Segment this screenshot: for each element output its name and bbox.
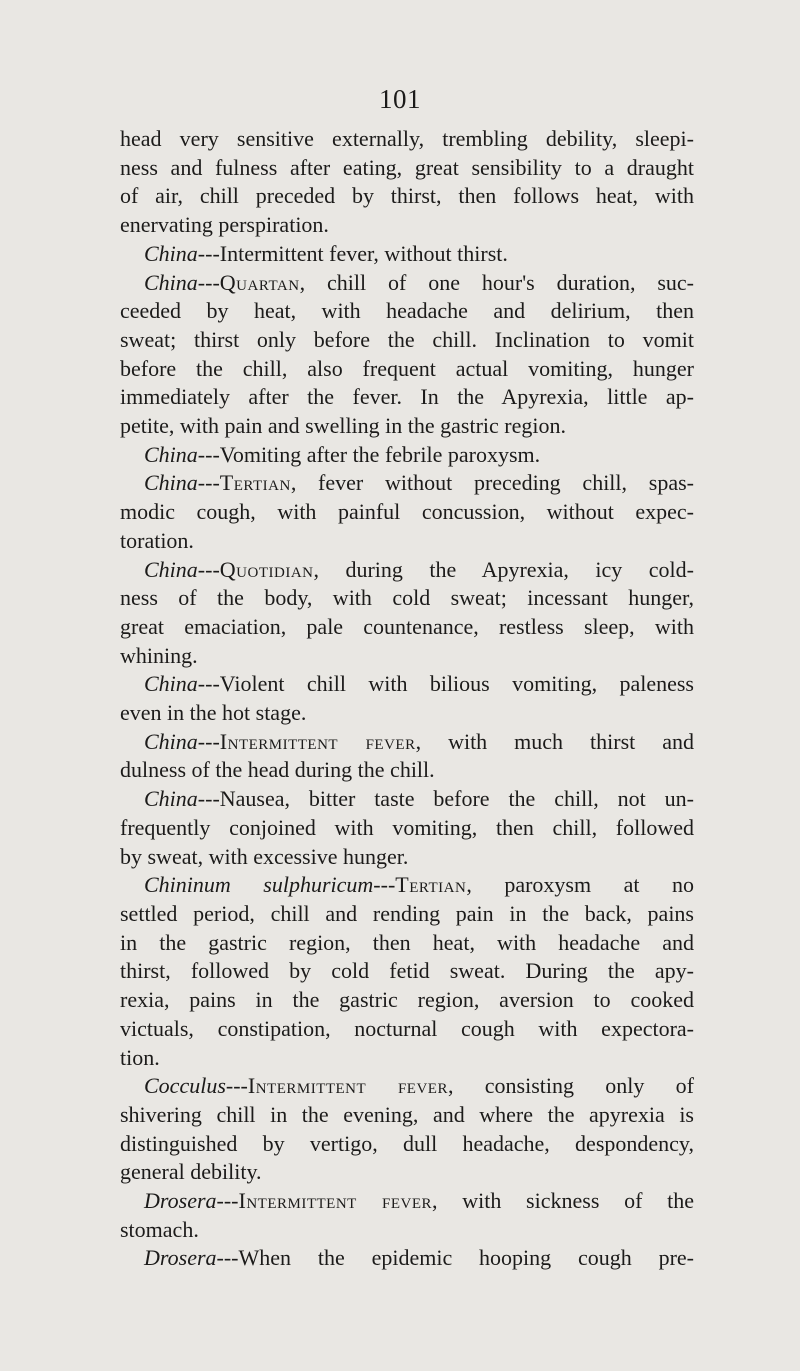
text-run: --- [216,1188,239,1214]
text-line [120,613,694,642]
text-run: --- [197,556,220,582]
text-line [120,527,694,556]
text-run: enervating perspiration. [120,212,329,238]
text-run: immediately after the fever. In the Apyrexia, little ap- [120,384,694,410]
text-line [120,211,694,240]
text-run: --- [225,1073,248,1099]
text-line [120,1044,694,1073]
fever-type: Quartan [219,269,300,295]
remedy-name: Chininum sulphuricum [144,872,374,898]
text-line [120,1187,694,1216]
text-run: , paroxysm at no [466,872,694,898]
text-run: of air, chill preceded by thirst, then follows heat, with [120,183,694,209]
text-line [120,785,694,814]
text-run: ---Intermittent fever, without thirst. [197,240,508,266]
text-run: victuals, constipation, nocturnal cough with expectora- [120,1015,694,1041]
remedy-name: China [144,240,198,266]
text-line [120,929,694,958]
text-line [120,1130,694,1159]
text-run: --- [197,470,220,496]
text-run: petite, with pain and swelling in the gastric region. [120,413,567,439]
text-run: toration. [120,527,194,553]
text-line [120,1216,694,1245]
text-run: dulness of the head during the chill. [120,757,435,783]
text-line [120,498,694,527]
fever-type: Tertian [219,470,291,496]
text-run: head very sensitive externally, trembling debility, sleepi- [120,126,694,151]
fever-type: Intermittent fever [238,1188,433,1214]
text-line [120,1072,694,1101]
text-line [120,412,694,441]
remedy-name: China [144,671,198,697]
text-run: ---Nausea, bitter taste before the chill, not un- [197,786,694,812]
text-line [120,843,694,872]
text-run: distinguished by vertigo, dull headache, despondency, [120,1130,694,1156]
remedy-name: China [144,441,198,467]
text-run: ness of the body, with cold sweat; incessant hunger, [120,585,694,611]
text-run: ---Violent chill with bilious vomiting, paleness [197,671,694,697]
fever-type: Tertian [395,872,467,898]
text-run: tion. [120,1044,160,1070]
text-run: sweat; thirst only before the chill. Inclination to vomit [120,326,694,352]
text-line [120,469,694,498]
text-run: --- [197,269,220,295]
text-line [120,1158,694,1187]
text-run: , consisting only of [447,1073,695,1099]
text-run: in the gastric region, then heat, with headache and [120,929,694,955]
text-line [120,125,694,154]
text-line [120,355,694,384]
text-line [120,1015,694,1044]
text-run: ceeded by heat, with headache and delirium, then [120,298,694,324]
fever-type: Intermittent fever [219,728,416,754]
text-line [120,728,694,757]
text-line [120,240,694,269]
remedy-name: China [144,556,198,582]
text-line [120,383,694,412]
page-number: 101 [379,84,421,114]
text-run: , with sickness of the [432,1188,694,1214]
text-line [120,556,694,585]
text-line [120,957,694,986]
text-run: modic cough, with painful concussion, without expec- [120,499,694,525]
remedy-name: Cocculus [144,1073,226,1099]
text-run: before the chill, also frequent actual vomiting, hunger [120,355,694,381]
text-run: , during the Apyrexia, icy cold- [313,556,694,582]
text-line [120,584,694,613]
text-run: stomach. [120,1216,199,1242]
text-line [120,326,694,355]
text-line [120,1244,694,1273]
text-line [120,900,694,929]
text-run: settled period, chill and rending pain in the back, pains [120,900,694,926]
fever-type: Quotidian [219,556,314,582]
text-run: ness and fulness after eating, great sensibility to a draught [120,154,694,180]
remedy-name: China [144,470,198,496]
text-run: frequently conjoined with vomiting, then chill, followed [120,814,694,840]
text-run: shivering chill in the evening, and where the apyrexia is [120,1101,694,1127]
text-line [120,756,694,785]
text-run: ---When the epidemic hooping cough pre- [216,1245,694,1271]
text-line [120,699,694,728]
body-text [120,125,694,1273]
text-line [120,1101,694,1130]
text-line [120,670,694,699]
text-run: whining. [120,642,198,668]
text-run: , chill of one hour's duration, suc- [299,269,694,295]
remedy-name: China [144,786,198,812]
text-run: , fever without preceding chill, spas- [290,470,694,496]
text-run: general debility. [120,1159,262,1185]
text-line [120,297,694,326]
remedy-name: Drosera [144,1188,217,1214]
text-line [120,182,694,211]
text-run: by sweat, with excessive hunger. [120,843,409,869]
text-line [120,269,694,298]
text-run: --- [197,728,220,754]
text-run: great emaciation, pale countenance, restless sleep, with [120,613,694,639]
text-line [120,441,694,470]
text-run: thirst, followed by cold fetid sweat. During the apy- [120,958,694,984]
text-run: rexia, pains in the gastric region, aversion to cooked [120,987,694,1013]
text-run: even in the hot stage. [120,700,307,726]
text-line [120,154,694,183]
text-line [120,814,694,843]
text-line [120,642,694,671]
text-run: --- [373,872,396,898]
fever-type: Intermittent fever [247,1073,448,1099]
text-run: , with much thirst and [415,728,694,754]
text-line [120,986,694,1015]
text-run: ---Vomiting after the febrile paroxysm. [197,441,541,467]
remedy-name: China [144,269,198,295]
text-line [120,871,694,900]
remedy-name: Drosera [144,1245,217,1271]
remedy-name: China [144,728,198,754]
